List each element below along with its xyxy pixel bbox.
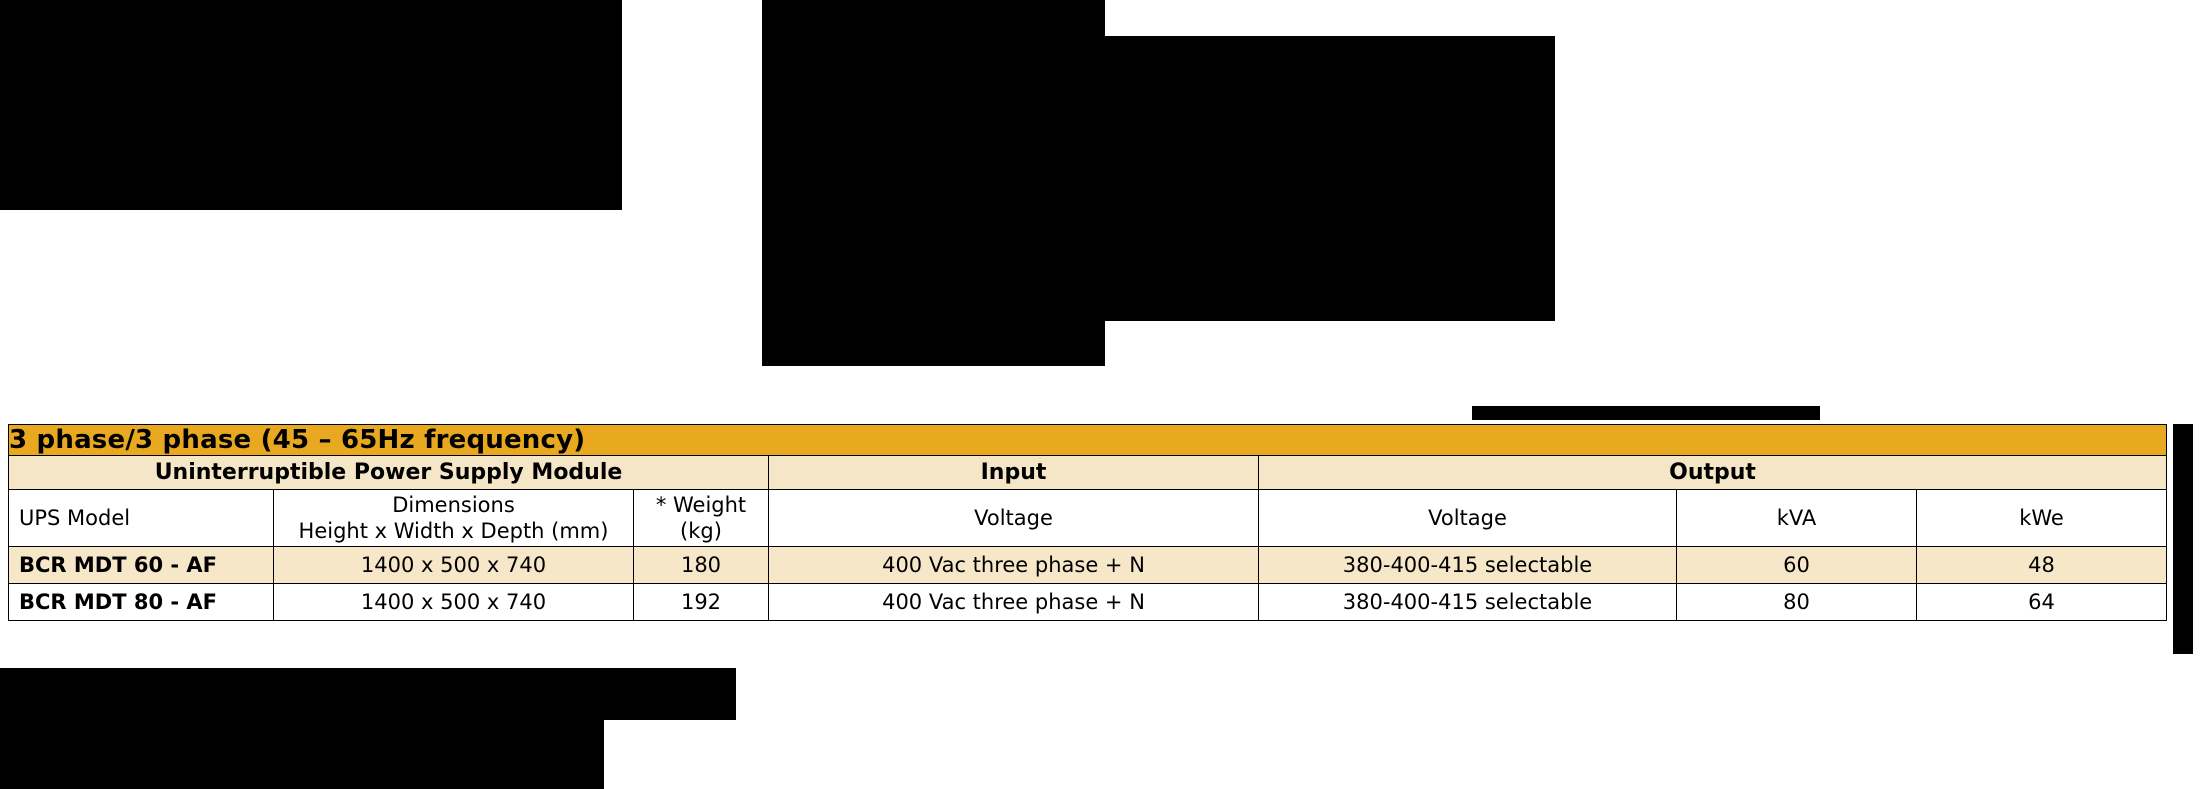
redacted-block-top-left bbox=[0, 0, 622, 210]
cell-kva: 80 bbox=[1677, 584, 1917, 621]
table-title-row bbox=[9, 425, 2167, 456]
cell-model: BCR MDT 60 - AF bbox=[9, 547, 274, 584]
redacted-block-center-lower bbox=[762, 318, 1105, 366]
redacted-block-bottom-left bbox=[0, 668, 736, 720]
cell-kwe: 48 bbox=[1917, 547, 2167, 584]
redacted-block-caption-rule bbox=[1472, 406, 1820, 420]
column-header-kwe: kWe bbox=[1917, 490, 2167, 547]
column-header-model: UPS Model bbox=[9, 490, 274, 547]
cell-dimensions: 1400 x 500 x 740 bbox=[274, 584, 634, 621]
cell-dimensions: 1400 x 500 x 740 bbox=[274, 547, 634, 584]
column-header-weight-line1: * Weight bbox=[655, 492, 747, 517]
specification-table-container bbox=[8, 424, 2166, 621]
cell-output-voltage: 380-400-415 selectable bbox=[1259, 584, 1677, 621]
redacted-block-center bbox=[762, 36, 1555, 321]
cell-weight: 192 bbox=[634, 584, 769, 621]
column-header-weight-line2: (kg) bbox=[680, 519, 722, 543]
column-header-dimensions bbox=[274, 490, 634, 547]
table-column-header-row bbox=[9, 490, 2167, 547]
cell-kwe: 64 bbox=[1917, 584, 2167, 621]
cell-model: BCR MDT 80 - AF bbox=[9, 584, 274, 621]
table-title: 3 phase/3 phase (45 – 65Hz frequency) bbox=[9, 425, 2167, 456]
cell-weight: 180 bbox=[634, 547, 769, 584]
group-header-input: Input bbox=[769, 456, 1259, 490]
column-header-kva: kVA bbox=[1677, 490, 1917, 547]
redacted-block-top-center bbox=[762, 0, 1105, 40]
cell-input-voltage: 400 Vac three phase + N bbox=[769, 547, 1259, 584]
specification-table bbox=[8, 424, 2167, 621]
table-row bbox=[9, 584, 2167, 621]
redacted-block-right-edge bbox=[2173, 424, 2193, 654]
cell-output-voltage: 380-400-415 selectable bbox=[1259, 547, 1677, 584]
group-header-ups-module: Uninterruptible Power Supply Module bbox=[9, 456, 769, 490]
column-header-output-voltage: Voltage bbox=[1259, 490, 1677, 547]
redacted-block-bottom-left-2 bbox=[0, 718, 604, 789]
column-header-dimensions-line1: Dimensions bbox=[392, 492, 515, 517]
table-row bbox=[9, 547, 2167, 584]
cell-kva: 60 bbox=[1677, 547, 1917, 584]
group-header-output: Output bbox=[1259, 456, 2167, 490]
column-header-dimensions-line2: Height x Width x Depth (mm) bbox=[298, 519, 609, 543]
column-header-weight bbox=[634, 490, 769, 547]
table-group-header-row bbox=[9, 456, 2167, 490]
column-header-input-voltage: Voltage bbox=[769, 490, 1259, 547]
cell-input-voltage: 400 Vac three phase + N bbox=[769, 584, 1259, 621]
